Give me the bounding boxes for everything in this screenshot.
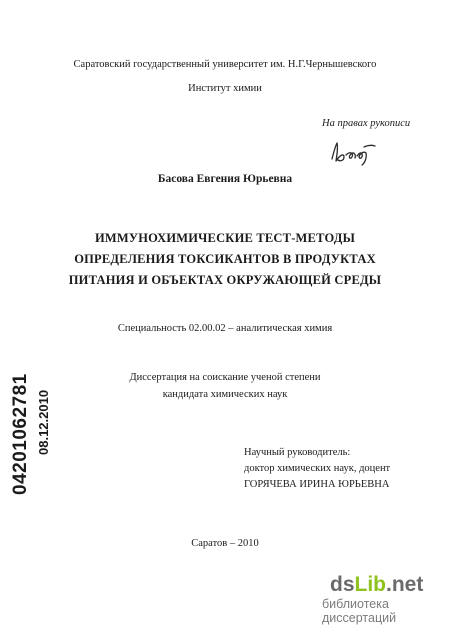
watermark-logo-accent: Lib bbox=[354, 573, 387, 596]
degree-line: Диссертация на соискание ученой степени bbox=[129, 372, 321, 383]
watermark bbox=[322, 573, 450, 625]
author-name: Басова Евгения Юрьевна bbox=[157, 173, 293, 185]
supervisor-label: Научный руководитель: bbox=[244, 447, 351, 458]
rights-note: На правах рукописи bbox=[322, 118, 411, 129]
university-name: Саратовский государственный университет им. Н.Г.Чернышевского bbox=[73, 59, 377, 70]
title-line: ОПРЕДЕЛЕНИЯ ТОКСИКАНТОВ В ПРОДУКТАХ bbox=[74, 252, 376, 266]
watermark-subtitle: библиотека диссертаций bbox=[322, 597, 397, 625]
watermark-logo-prefix: ds bbox=[330, 573, 355, 596]
title-line: ПИТАНИЯ И ОБЪЕКТАХ ОКРУЖАЮЩЕЙ СРЕДЫ bbox=[68, 273, 382, 287]
watermark-logo-suffix: .net bbox=[386, 573, 424, 596]
stamp-date: 08.12.2010 bbox=[36, 389, 51, 455]
watermark-logo bbox=[330, 574, 450, 596]
supervisor-title: доктор химических наук, доцент bbox=[244, 463, 391, 474]
place-year: Саратов – 2010 bbox=[191, 538, 259, 549]
institute-name: Институт химии bbox=[188, 83, 262, 94]
stamp-number: 04201062781 bbox=[10, 373, 31, 495]
title-line: ИММУНОХИМИЧЕСКИЕ ТЕСТ-МЕТОДЫ bbox=[94, 231, 356, 245]
dissertation-title bbox=[0, 228, 450, 291]
signature-icon bbox=[328, 137, 378, 167]
specialty: Специальность 02.00.02 – аналитическая химия bbox=[117, 323, 333, 334]
supervisor-name: ГОРЯЧЕВА ИРИНА ЮРЬЕВНА bbox=[244, 479, 390, 490]
degree-line: кандидата химических наук bbox=[162, 389, 288, 400]
